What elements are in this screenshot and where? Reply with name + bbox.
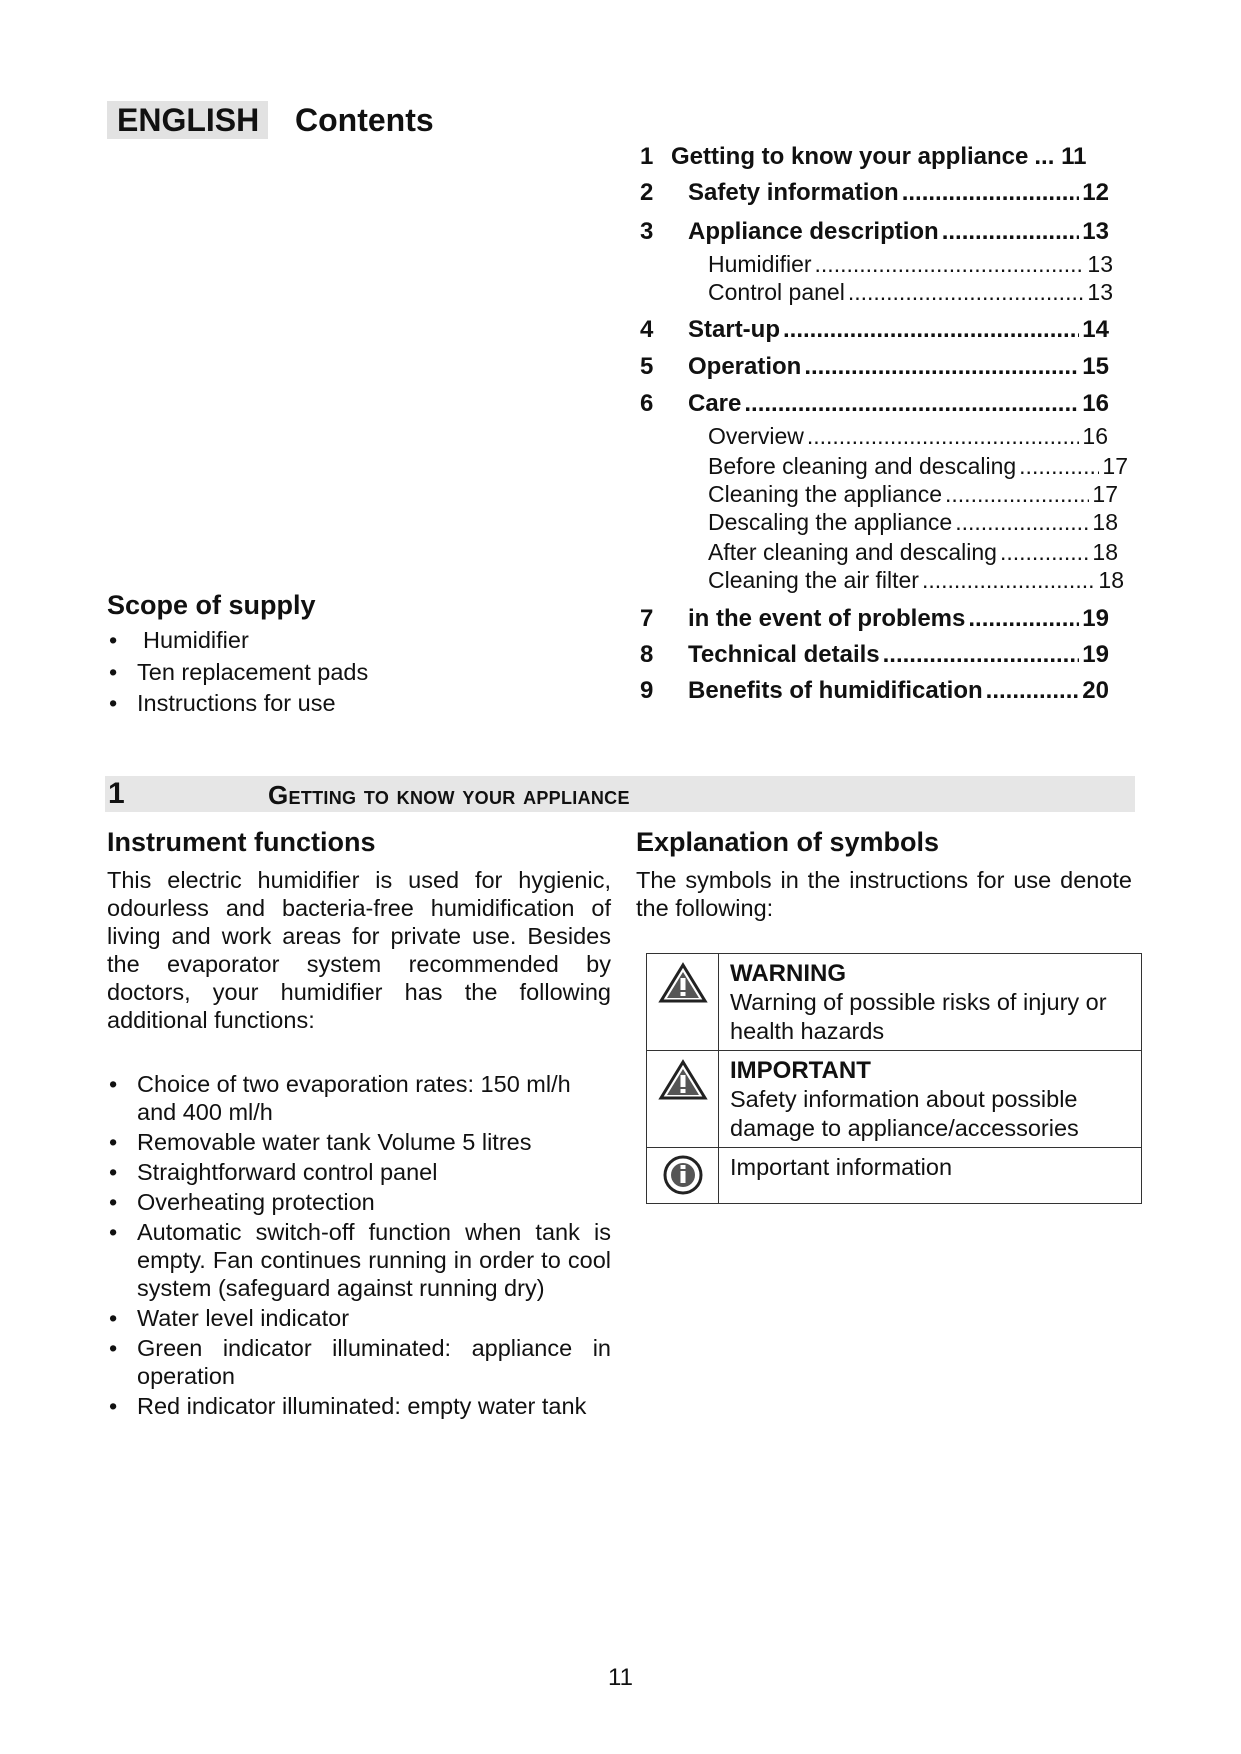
- toc-title: Safety information: [688, 179, 899, 206]
- toc-title: Cleaning the appliance: [708, 481, 943, 507]
- instrument-functions-title: Instrument functions: [107, 827, 376, 857]
- toc-page: 11: [1061, 143, 1087, 170]
- toc-entry[interactable]: [640, 353, 1109, 381]
- toc-entry[interactable]: 1 Getting to know your appliance ... 11: [640, 143, 1087, 170]
- list-item: • Green indicator illuminated: appliance in operation: [107, 1334, 611, 1390]
- symbol-icon-cell: [647, 1051, 719, 1148]
- toc-leader: [744, 390, 1079, 418]
- symbol-description: Warning of possible risks of injury or health hazards: [730, 989, 1107, 1044]
- toc-title: Benefits of humidification: [688, 677, 983, 704]
- table-row: [647, 954, 1142, 1051]
- warning-triangle-icon: [658, 962, 708, 1004]
- symbol-text-cell: [719, 1148, 1142, 1204]
- warning-triangle-icon: [658, 1059, 708, 1101]
- toc-entry[interactable]: [708, 453, 1128, 480]
- toc-title: Humidifier: [708, 251, 812, 277]
- list-item: • Automatic switch-off function when tank is empty. Fan continues running in order to cool system (safeguard against running dry): [107, 1218, 611, 1302]
- toc-page: 13: [1087, 251, 1113, 277]
- toc-number: 6: [640, 390, 654, 417]
- toc-title: Care: [688, 390, 742, 417]
- toc-entry[interactable]: [708, 481, 1118, 508]
- toc-number: 7: [640, 605, 654, 632]
- symbols-table: [646, 953, 1142, 1204]
- toc-page: 16: [1082, 390, 1109, 417]
- toc-title: Control panel: [708, 279, 845, 305]
- toc-entry[interactable]: [640, 316, 1109, 344]
- toc-entry[interactable]: [708, 423, 1108, 450]
- symbol-text-cell: [719, 954, 1142, 1051]
- list-item: • Overheating protection: [107, 1188, 611, 1216]
- toc-leader: [848, 279, 1085, 306]
- symbol-icon-cell: [647, 954, 719, 1051]
- toc-entry[interactable]: [708, 279, 1113, 306]
- toc-leader: [1000, 539, 1089, 566]
- toc-leader: [968, 605, 1079, 633]
- toc-leader: [902, 179, 1080, 207]
- toc-leader: [922, 567, 1095, 594]
- list-item: • Water level indicator: [107, 1304, 611, 1332]
- toc-page: 19: [1082, 641, 1109, 668]
- toc-title: in the event of problems: [688, 605, 966, 632]
- scope-list: [107, 625, 587, 720]
- toc-entry[interactable]: [708, 509, 1118, 536]
- symbol-text-cell: [719, 1051, 1142, 1148]
- table-row: [647, 1051, 1142, 1148]
- list-item: • Choice of two evaporation rates: 150 ml/h and 400 ml/h: [107, 1070, 611, 1126]
- toc-page: 12: [1082, 179, 1109, 206]
- symbol-label: WARNING: [730, 960, 846, 987]
- toc-leader: [1019, 453, 1099, 480]
- symbol-label: IMPORTANT: [730, 1057, 871, 1084]
- toc-leader: [783, 316, 1079, 344]
- toc-number: 3: [640, 218, 654, 245]
- toc-page: 13: [1082, 218, 1109, 245]
- toc-leader: [815, 251, 1085, 278]
- toc-title: Overview: [708, 423, 804, 449]
- symbols-title: Explanation of symbols: [636, 827, 940, 857]
- toc-leader: [942, 218, 1080, 246]
- toc-page: 17: [1102, 453, 1128, 479]
- toc-entry[interactable]: [640, 605, 1109, 633]
- toc-number: 5: [640, 353, 654, 380]
- list-item: • Straightforward control panel: [107, 1158, 611, 1186]
- list-item: • Humidifier: [107, 625, 587, 657]
- toc-page: 16: [1082, 423, 1108, 449]
- symbol-icon-cell: [647, 1148, 719, 1204]
- toc-title: Start-up: [688, 316, 780, 343]
- toc-title: Technical details: [688, 641, 880, 668]
- toc-leader: [804, 353, 1079, 381]
- list-item: • Ten replacement pads: [107, 657, 587, 689]
- toc-page: 19: [1082, 605, 1109, 632]
- toc-number: 2: [640, 179, 654, 206]
- list-item: • Removable water tank Volume 5 litres: [107, 1128, 611, 1156]
- toc-title: Appliance description: [688, 218, 939, 245]
- section-title: Getting to know your appliance: [268, 780, 630, 810]
- functions-list: [107, 1070, 611, 1420]
- table-row: [647, 1148, 1142, 1204]
- toc-title: Before cleaning and descaling: [708, 453, 1017, 479]
- symbol-description: Safety information about possible damage to appliance/accessories: [730, 1086, 1079, 1141]
- info-circle-icon: [661, 1154, 705, 1196]
- toc-page: 13: [1087, 279, 1113, 305]
- toc-page: 17: [1092, 481, 1118, 507]
- toc-number: 1: [640, 143, 654, 170]
- toc-entry[interactable]: [640, 677, 1109, 705]
- toc-title: After cleaning and descaling: [708, 539, 997, 565]
- toc-entry[interactable]: [640, 218, 1109, 246]
- toc-title: Cleaning the air filter: [708, 567, 919, 593]
- toc-entry[interactable]: [640, 390, 1109, 418]
- page-title: Contents: [295, 102, 434, 138]
- list-item: • Red indicator illuminated: empty water tank: [107, 1392, 611, 1420]
- symbols-intro: The symbols in the instructions for use denote the following:: [636, 867, 1132, 921]
- scope-title: Scope of supply: [107, 590, 316, 620]
- toc-entry[interactable]: [708, 251, 1113, 278]
- list-item: • Instructions for use: [107, 688, 587, 720]
- toc-title: Getting to know your appliance: [671, 143, 1029, 170]
- toc-number: 4: [640, 316, 654, 343]
- toc-number: 8: [640, 641, 654, 668]
- toc-leader: [986, 677, 1080, 705]
- toc-page: 14: [1082, 316, 1109, 343]
- page-number: 11: [608, 1664, 633, 1691]
- toc-leader: [945, 481, 1089, 508]
- toc-entry[interactable]: [708, 567, 1124, 594]
- toc-page: 20: [1082, 677, 1109, 704]
- toc-title: Operation: [688, 353, 802, 380]
- toc-page: 18: [1092, 509, 1118, 535]
- toc-page: 18: [1098, 567, 1124, 593]
- toc-entry[interactable]: [640, 179, 1109, 207]
- toc-entry[interactable]: [708, 539, 1118, 566]
- section-number: 1: [108, 777, 125, 810]
- language-label: ENGLISH: [107, 101, 268, 139]
- toc-page: 18: [1092, 539, 1118, 565]
- instrument-intro: This electric humidifier is used for hygienic, odourless and bacteria-free humidification of living and work areas for private use. Besides the evaporator system recommended by doctors, your humidifier has the following additional functions:: [107, 867, 611, 1033]
- toc-leader: [807, 423, 1080, 450]
- toc-entry[interactable]: [640, 641, 1109, 669]
- toc-leader: [955, 509, 1089, 536]
- toc-title: Descaling the appliance: [708, 509, 953, 535]
- toc-number: 9: [640, 677, 654, 704]
- toc-leader: [883, 641, 1080, 669]
- toc-page: 15: [1082, 353, 1109, 380]
- symbol-description: Important information: [730, 1154, 953, 1180]
